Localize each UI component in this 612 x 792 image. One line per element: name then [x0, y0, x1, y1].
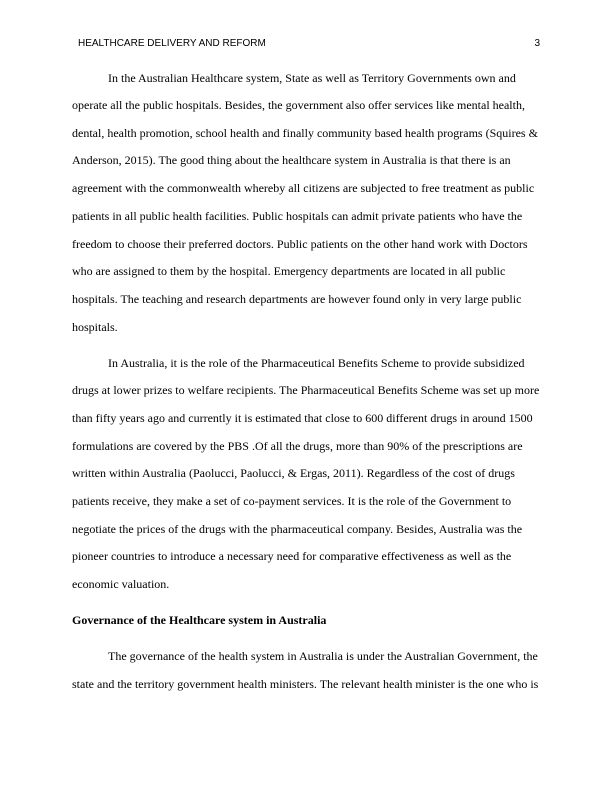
- paragraph-2-line: drugs at lower prizes to welfare recipients. The Pharmaceutical Benefits Scheme was set up more: [72, 383, 540, 397]
- page-number: 3: [534, 37, 540, 49]
- paragraph-1-line: patients in all public health facilities. Public hospitals can admit private patients who have the: [72, 209, 523, 223]
- paragraph-2-line: pioneer countries to introduce a necessary need for comparative effectiveness as well as the: [72, 549, 512, 563]
- paragraph-2-line: In Australia, it is the role of the Pharmaceutical Benefits Scheme to provide subsidized: [108, 356, 525, 370]
- page-header: [78, 35, 540, 51]
- paragraph-1-line: In the Australian Healthcare system, State as well as Territory Governments own and: [108, 71, 516, 85]
- paragraph-3-line: The governance of the health system in Australia is under the Australian Government, the: [108, 649, 538, 663]
- paragraph-2-line: negotiate the prices of the drugs with the pharmaceutical company. Besides, Australia was the: [72, 522, 523, 536]
- paragraph-2-line: formulations are covered by the PBS .Of all the drugs, more than 90% of the prescriptions are: [72, 439, 523, 453]
- paragraph-3-line: state and the territory government health ministers. The relevant health minister is the one who is: [72, 677, 539, 691]
- paragraph-1-line: Anderson, 2015). The good thing about the healthcare system in Australia is that there is an: [72, 153, 511, 167]
- paragraph-1-line: hospitals.: [72, 320, 118, 334]
- paragraph-1-line: who are assigned to them by the hospital. Emergency departments are located in all public: [72, 264, 506, 278]
- paragraph-2-line: patients receive, they make a set of co-payment services. It is the role of the Government to: [72, 494, 512, 508]
- paragraph-1-line: freedom to choose their preferred doctors. Public patients on the other hand work with Doctors: [72, 237, 528, 251]
- running-head: HEALTHCARE DELIVERY AND REFORM: [78, 37, 266, 49]
- paragraph-2-line: written within Australia (Paolucci, Paolucci, & Ergas, 2011). Regardless of the cost of drugs: [72, 466, 515, 480]
- paragraph-2-line: than fifty years ago and currently it is estimated that close to 600 different drugs in around 1500: [72, 411, 533, 425]
- section-heading: Governance of the Healthcare system in Australia: [72, 613, 327, 627]
- paragraph-1-line: dental, health promotion, school health and finally community based health programs (Squires &: [72, 126, 538, 140]
- paragraph-1-line: hospitals. The teaching and research departments are however found only in very large public: [72, 292, 522, 306]
- paragraph-1-line: agreement with the commonwealth whereby all citizens are subjected to free treatment as public: [72, 181, 535, 195]
- paragraph-1-line: operate all the public hospitals. Besides, the government also offer services like mental health,: [72, 98, 525, 112]
- paragraph-2-line: economic valuation.: [72, 577, 170, 591]
